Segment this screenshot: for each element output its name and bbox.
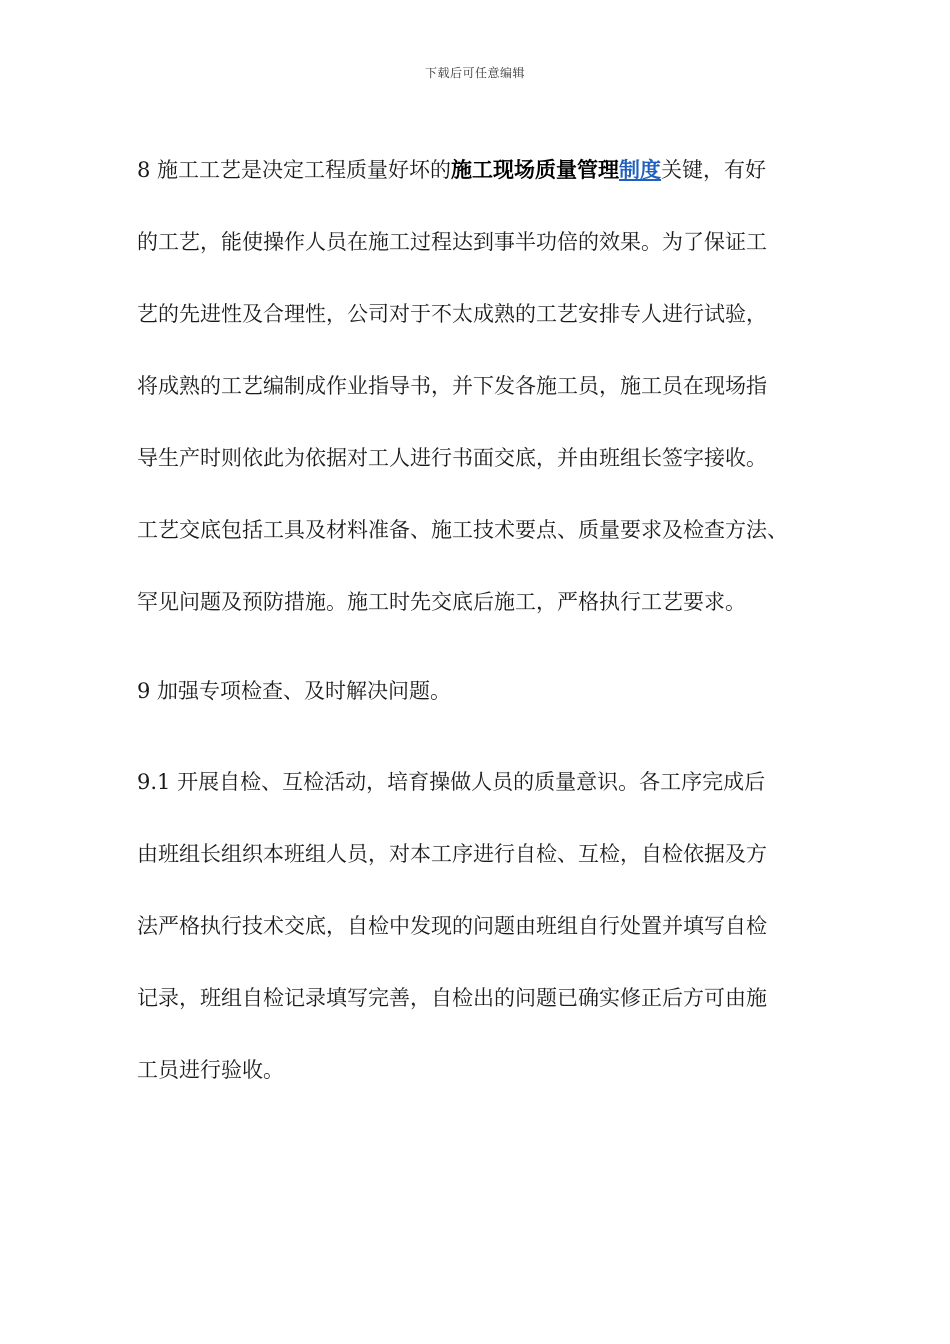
paragraph-line: 艺的先进性及合理性，公司对于不太成熟的工艺安排专人进行试验， (137, 302, 767, 326)
paragraph-line: 由班组长组织本班组人员，对本工序进行自检、互检，自检依据及方 (137, 842, 767, 866)
bold-phrase: 施工现场质量管理 (451, 157, 620, 182)
paragraph-line (137, 155, 766, 185)
paragraph-line: 工艺交底包括工具及材料准备、施工技术要点、质量要求及检查方法、 (137, 518, 788, 542)
header-note: 下载后可任意编辑 (424, 66, 525, 80)
hyperlink-zhidu[interactable]: 制度 (619, 157, 662, 182)
paragraph-line: 罕见问题及预防措施。施工时先交底后施工，严格执行工艺要求。 (137, 590, 746, 614)
section-heading: 9 加强专项检查、及时解决问题。 (137, 679, 452, 703)
paragraph-line: 工员进行验收。 (137, 1058, 284, 1082)
paragraph-line: 9.1 开展自检、互检活动，培育操做人员的质量意识。各工序完成后 (137, 770, 766, 794)
text-run: 8 施工工艺是决定工程质量好坏的 (137, 158, 452, 182)
text-run: 关键，有好 (661, 158, 767, 182)
paragraph-line: 法严格执行技术交底，自检中发现的问题由班组自行处置并填写自检 (137, 914, 767, 938)
paragraph-line: 记录，班组自检记录填写完善，自检出的问题已确实修正后方可由施 (137, 986, 767, 1010)
paragraph-line: 的工艺，能使操作人员在施工过程达到事半功倍的效果。为了保证工 (137, 230, 767, 254)
paragraph-line: 将成熟的工艺编制成作业指导书，并下发各施工员，施工员在现场指 (137, 374, 767, 398)
paragraph-line: 导生产时则依此为依据对工人进行书面交底，并由班组长签字接收。 (137, 446, 767, 470)
